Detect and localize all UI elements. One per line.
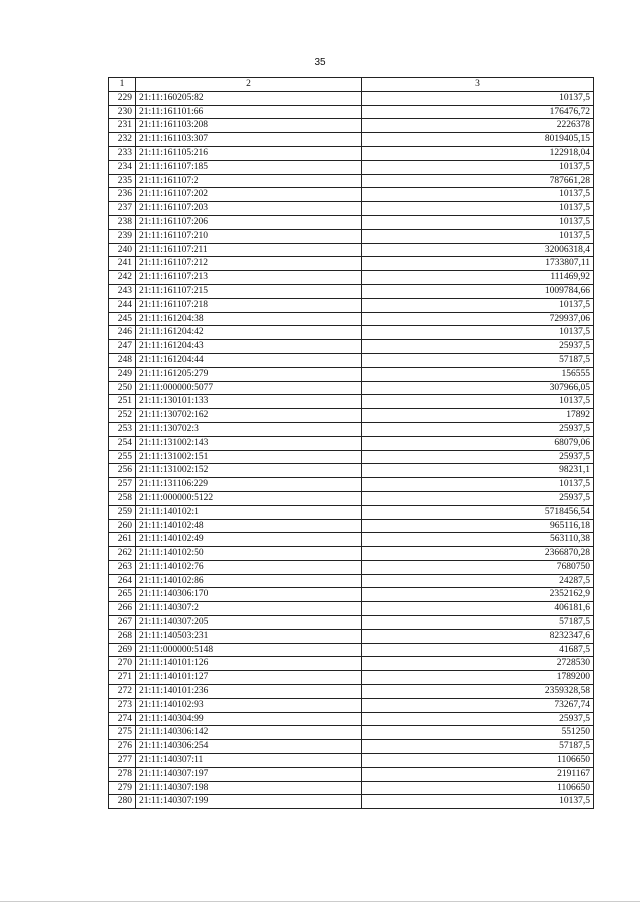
cadastral-value: 176476,72 [362, 105, 594, 119]
cadastral-number: 21:11:000000:5148 [136, 643, 362, 657]
row-number: 241 [109, 257, 136, 271]
row-number: 278 [109, 767, 136, 781]
row-number: 240 [109, 243, 136, 257]
row-number: 279 [109, 781, 136, 795]
row-number: 248 [109, 353, 136, 367]
table-row [109, 160, 594, 174]
column-header-value: 3 [362, 78, 594, 92]
cadastral-number: 21:11:140102:1 [136, 505, 362, 519]
table-row [109, 726, 594, 740]
cadastral-number: 21:11:140304:99 [136, 712, 362, 726]
cadastral-number: 21:11:140307:205 [136, 616, 362, 630]
cadastral-number: 21:11:160205:82 [136, 91, 362, 105]
table-row [109, 271, 594, 285]
cadastral-number: 21:11:161107:202 [136, 188, 362, 202]
table-row [109, 284, 594, 298]
cadastral-number: 21:11:130702:162 [136, 409, 362, 423]
cadastral-value: 2366870,28 [362, 547, 594, 561]
cadastral-value: 406181,6 [362, 602, 594, 616]
cadastral-value: 68079,06 [362, 436, 594, 450]
cadastral-number: 21:11:140102:76 [136, 560, 362, 574]
table-row [109, 657, 594, 671]
cadastral-value: 1789200 [362, 671, 594, 685]
row-number: 262 [109, 547, 136, 561]
table-row [109, 547, 594, 561]
table-row [109, 395, 594, 409]
table-row [109, 574, 594, 588]
cadastral-value: 2728530 [362, 657, 594, 671]
cadastral-number: 21:11:140307:197 [136, 767, 362, 781]
cadastral-value: 10137,5 [362, 298, 594, 312]
row-number: 280 [109, 795, 136, 809]
cadastral-value: 25937,5 [362, 712, 594, 726]
cadastral-number: 21:11:161107:218 [136, 298, 362, 312]
row-number: 252 [109, 409, 136, 423]
table-row [109, 505, 594, 519]
column-header-cadastral-number: 2 [136, 78, 362, 92]
row-number: 266 [109, 602, 136, 616]
cadastral-value: 2191167 [362, 767, 594, 781]
cadastral-value: 10137,5 [362, 478, 594, 492]
cadastral-value: 57187,5 [362, 353, 594, 367]
cadastral-number: 21:11:161101:66 [136, 105, 362, 119]
table-row [109, 643, 594, 657]
row-number: 234 [109, 160, 136, 174]
row-number: 250 [109, 381, 136, 395]
row-number: 277 [109, 754, 136, 768]
table-row [109, 133, 594, 147]
table-row [109, 781, 594, 795]
cadastral-number: 21:11:161107:210 [136, 229, 362, 243]
row-number: 245 [109, 312, 136, 326]
table-row [109, 464, 594, 478]
table-row [109, 353, 594, 367]
table-row [109, 629, 594, 643]
table-row [109, 105, 594, 119]
row-number: 251 [109, 395, 136, 409]
table-body [109, 91, 594, 808]
table-row [109, 436, 594, 450]
table-row [109, 519, 594, 533]
row-number: 249 [109, 367, 136, 381]
table-row [109, 712, 594, 726]
row-number: 254 [109, 436, 136, 450]
cadastral-number: 21:11:140307:198 [136, 781, 362, 795]
row-number: 243 [109, 284, 136, 298]
table-row [109, 188, 594, 202]
cadastral-number: 21:11:140307:2 [136, 602, 362, 616]
cadastral-value: 1733807,11 [362, 257, 594, 271]
row-number: 264 [109, 574, 136, 588]
cadastral-value: 98231,1 [362, 464, 594, 478]
cadastral-number: 21:11:161107:213 [136, 271, 362, 285]
table-row [109, 340, 594, 354]
cadastral-value: 10137,5 [362, 160, 594, 174]
cadastral-number: 21:11:140102:50 [136, 547, 362, 561]
table-row [109, 298, 594, 312]
row-number: 244 [109, 298, 136, 312]
cadastral-number: 21:11:140101:236 [136, 685, 362, 699]
table-row [109, 478, 594, 492]
row-number: 263 [109, 560, 136, 574]
table-row [109, 671, 594, 685]
cadastral-value: 8232347,6 [362, 629, 594, 643]
cadastral-value: 10137,5 [362, 188, 594, 202]
row-number: 238 [109, 215, 136, 229]
cadastral-number: 21:11:131002:143 [136, 436, 362, 450]
row-number: 268 [109, 629, 136, 643]
cadastral-value: 7680750 [362, 560, 594, 574]
row-number: 256 [109, 464, 136, 478]
table-row [109, 91, 594, 105]
table-row [109, 202, 594, 216]
table-row [109, 243, 594, 257]
row-number: 246 [109, 326, 136, 340]
table-row [109, 560, 594, 574]
cadastral-value: 32006318,4 [362, 243, 594, 257]
cadastral-value: 563110,38 [362, 533, 594, 547]
page-number: 35 [314, 57, 326, 68]
cadastral-number: 21:11:161107:203 [136, 202, 362, 216]
cadastral-value: 10137,5 [362, 91, 594, 105]
row-number: 253 [109, 422, 136, 436]
row-number: 255 [109, 450, 136, 464]
row-number: 239 [109, 229, 136, 243]
cadastral-value: 1106650 [362, 781, 594, 795]
cadastral-number: 21:11:161107:2 [136, 174, 362, 188]
table-header-row [109, 78, 594, 92]
cadastral-value: 1106650 [362, 754, 594, 768]
cadastral-number: 21:11:161107:206 [136, 215, 362, 229]
cadastral-number: 21:11:131002:151 [136, 450, 362, 464]
table-row [109, 229, 594, 243]
table-row [109, 422, 594, 436]
row-number: 260 [109, 519, 136, 533]
row-number: 230 [109, 105, 136, 119]
row-number: 232 [109, 133, 136, 147]
row-number: 242 [109, 271, 136, 285]
cadastral-value: 25937,5 [362, 450, 594, 464]
row-number: 267 [109, 616, 136, 630]
cadastral-value: 307966,05 [362, 381, 594, 395]
table-row [109, 367, 594, 381]
row-number: 231 [109, 119, 136, 133]
cadastral-value: 5718456,54 [362, 505, 594, 519]
cadastral-value: 2226378 [362, 119, 594, 133]
cadastral-number: 21:11:140102:48 [136, 519, 362, 533]
cadastral-value: 57187,5 [362, 616, 594, 630]
cadastral-number: 21:11:161103:208 [136, 119, 362, 133]
row-number: 236 [109, 188, 136, 202]
cadastral-number: 21:11:000000:5122 [136, 491, 362, 505]
cadastral-number: 21:11:161204:43 [136, 340, 362, 354]
row-number: 270 [109, 657, 136, 671]
row-number: 247 [109, 340, 136, 354]
row-number: 265 [109, 588, 136, 602]
cadastral-number: 21:11:140307:199 [136, 795, 362, 809]
table-row [109, 616, 594, 630]
cadastral-number: 21:11:161107:212 [136, 257, 362, 271]
cadastral-number: 21:11:161107:211 [136, 243, 362, 257]
cadastral-value: 24287,5 [362, 574, 594, 588]
row-number: 269 [109, 643, 136, 657]
cadastral-value: 551250 [362, 726, 594, 740]
table-row [109, 146, 594, 160]
table-row [109, 588, 594, 602]
table-row [109, 491, 594, 505]
cadastral-number: 21:11:000000:5077 [136, 381, 362, 395]
cadastral-value: 25937,5 [362, 340, 594, 354]
row-number: 235 [109, 174, 136, 188]
cadastral-value: 965116,18 [362, 519, 594, 533]
cadastral-value: 2359328,58 [362, 685, 594, 699]
cadastral-value: 122918,04 [362, 146, 594, 160]
table-row [109, 795, 594, 809]
table-row [109, 326, 594, 340]
cadastral-value: 25937,5 [362, 491, 594, 505]
row-number: 229 [109, 91, 136, 105]
row-number: 273 [109, 698, 136, 712]
cadastral-value: 17892 [362, 409, 594, 423]
row-number: 257 [109, 478, 136, 492]
cadastral-number: 21:11:161103:307 [136, 133, 362, 147]
table-row [109, 767, 594, 781]
cadastral-number: 21:11:161107:185 [136, 160, 362, 174]
row-number: 274 [109, 712, 136, 726]
row-number: 272 [109, 685, 136, 699]
table-row [109, 257, 594, 271]
cadastral-number: 21:11:161204:38 [136, 312, 362, 326]
cadastral-value: 10137,5 [362, 215, 594, 229]
cadastral-value: 73267,74 [362, 698, 594, 712]
cadastral-number: 21:11:131002:152 [136, 464, 362, 478]
table-row [109, 409, 594, 423]
table-row [109, 450, 594, 464]
cadastral-number: 21:11:140306:170 [136, 588, 362, 602]
cadastral-number: 21:11:140306:142 [136, 726, 362, 740]
row-number: 276 [109, 740, 136, 754]
table-row [109, 754, 594, 768]
row-number: 275 [109, 726, 136, 740]
cadastral-number: 21:11:161204:44 [136, 353, 362, 367]
cadastral-number: 21:11:140102:49 [136, 533, 362, 547]
cadastral-number: 21:11:161105:216 [136, 146, 362, 160]
cadastral-value: 25937,5 [362, 422, 594, 436]
cadastral-value: 8019405,15 [362, 133, 594, 147]
table-row [109, 740, 594, 754]
cadastral-value: 2352162,9 [362, 588, 594, 602]
table-row [109, 312, 594, 326]
table-row [109, 533, 594, 547]
table-row [109, 119, 594, 133]
cadastral-number: 21:11:140102:86 [136, 574, 362, 588]
cadastral-number: 21:11:161205:279 [136, 367, 362, 381]
cadastral-number: 21:11:130101:133 [136, 395, 362, 409]
table-row [109, 685, 594, 699]
cadastral-number: 21:11:131106:229 [136, 478, 362, 492]
cadastral-value: 10137,5 [362, 795, 594, 809]
cadastral-number: 21:11:161204:42 [136, 326, 362, 340]
row-number: 261 [109, 533, 136, 547]
cadastral-number: 21:11:140306:254 [136, 740, 362, 754]
table-row [109, 602, 594, 616]
row-number: 233 [109, 146, 136, 160]
cadastral-number: 21:11:130702:3 [136, 422, 362, 436]
table-row [109, 381, 594, 395]
row-number: 258 [109, 491, 136, 505]
cadastral-value: 41687,5 [362, 643, 594, 657]
cadastral-number: 21:11:140101:126 [136, 657, 362, 671]
cadastral-value: 787661,28 [362, 174, 594, 188]
row-number: 271 [109, 671, 136, 685]
cadastral-value: 10137,5 [362, 395, 594, 409]
table-row [109, 174, 594, 188]
cadastral-value-table [108, 77, 594, 809]
table-row [109, 698, 594, 712]
cadastral-value: 10137,5 [362, 326, 594, 340]
cadastral-value: 10137,5 [362, 229, 594, 243]
column-header-number: 1 [109, 78, 136, 92]
cadastral-number: 21:11:140101:127 [136, 671, 362, 685]
cadastral-number: 21:11:140307:11 [136, 754, 362, 768]
page-bottom-divider [0, 901, 640, 902]
row-number: 237 [109, 202, 136, 216]
row-number: 259 [109, 505, 136, 519]
cadastral-value: 111469,92 [362, 271, 594, 285]
cadastral-value: 10137,5 [362, 202, 594, 216]
cadastral-number: 21:11:140503:231 [136, 629, 362, 643]
cadastral-number: 21:11:140102:93 [136, 698, 362, 712]
cadastral-value: 57187,5 [362, 740, 594, 754]
cadastral-value: 729937,06 [362, 312, 594, 326]
cadastral-value: 1009784,66 [362, 284, 594, 298]
cadastral-number: 21:11:161107:215 [136, 284, 362, 298]
cadastral-value: 156555 [362, 367, 594, 381]
table-row [109, 215, 594, 229]
